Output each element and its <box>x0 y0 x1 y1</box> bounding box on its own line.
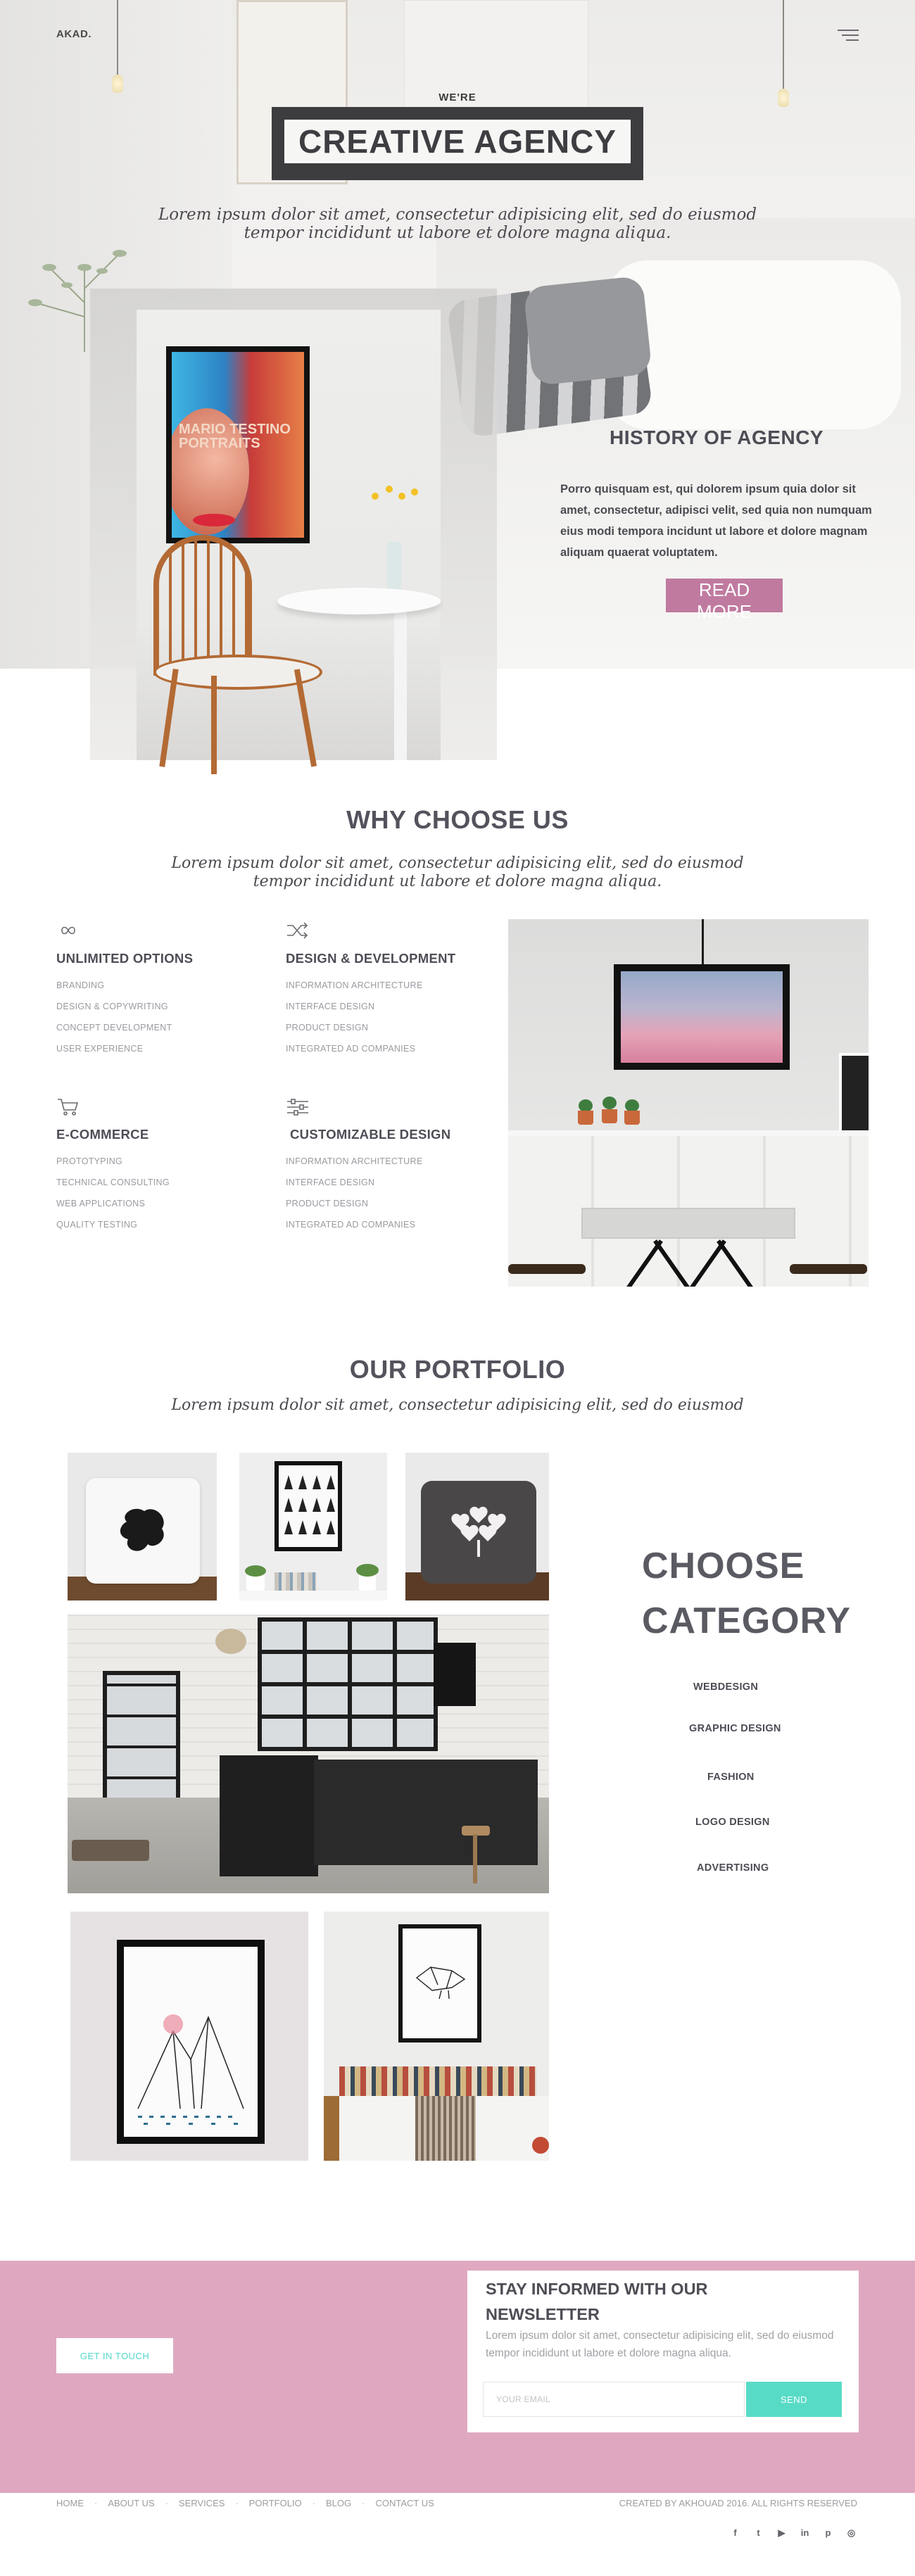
category-heading <box>642 1539 851 1648</box>
feature-item: PROTOTYPING <box>56 1156 123 1166</box>
feature-item: QUALITY TESTING <box>56 1220 138 1230</box>
portfolio-item[interactable] <box>405 1453 549 1600</box>
feature-design-development <box>286 922 455 1059</box>
poster-art <box>172 352 304 538</box>
stool <box>790 1264 867 1274</box>
poster-frame <box>166 346 310 543</box>
flower <box>411 488 418 495</box>
feature-unlimited-options <box>56 923 193 1059</box>
youtube-icon[interactable]: ▶ <box>778 2527 785 2538</box>
lamp-wire <box>117 0 118 77</box>
send-button[interactable]: SEND <box>746 2382 842 2417</box>
footer-link-blog[interactable]: BLOG <box>326 2498 352 2508</box>
feature-item: INTEGRATED AD COMPANIES <box>286 1044 416 1054</box>
category-heading-line: CATEGORY <box>642 1600 851 1641</box>
portfolio-title: OUR PORTFOLIO <box>349 1355 566 1384</box>
potted-plant <box>602 1097 617 1109</box>
plant-pot <box>602 1109 617 1123</box>
category-fashion[interactable]: FASHION <box>707 1772 755 1783</box>
flower <box>398 493 405 500</box>
newsletter-title <box>486 2276 809 2327</box>
hero-pillow <box>523 275 652 386</box>
heart-tree-print <box>446 1502 511 1558</box>
pendant-lamp <box>215 1629 246 1654</box>
records <box>415 2096 476 2161</box>
stool-leg <box>473 1834 477 1883</box>
photo-hanging-wire <box>702 919 704 966</box>
category-advertising[interactable]: ADVERTISING <box>697 1862 769 1874</box>
lamp-wire <box>783 0 784 91</box>
footer-link-about[interactable]: ABOUT US <box>108 2498 155 2508</box>
sliders-icon <box>286 1098 310 1116</box>
portfolio-item[interactable] <box>70 1912 308 2161</box>
category-graphic-design[interactable]: GRAPHIC DESIGN <box>689 1723 781 1734</box>
newsletter-text: Lorem ipsum dolor sit amet, consectetur adipisicing elit, sed do eiusmod tempor incididunt ut labore et dolore magna aliqua. <box>486 2330 834 2359</box>
feature-item: BRANDING <box>56 980 105 990</box>
social-links <box>729 2527 857 2539</box>
feature-title: E-COMMERCE <box>56 1127 149 1142</box>
feature-item: USER EXPERIENCE <box>56 1044 144 1054</box>
footer-nav: HOME · ABOUT US · SERVICES · PORTFOLIO · BLOG · CONTACT US <box>56 2498 434 2508</box>
feature-list <box>56 1151 170 1235</box>
bear-print <box>113 1501 173 1561</box>
shelf-side <box>324 2096 339 2161</box>
kitchen-counter <box>314 1760 538 1865</box>
hero-title-box <box>272 107 643 180</box>
hero-title-frame <box>284 120 631 163</box>
portfolio-item[interactable] <box>324 1912 549 2161</box>
footer-link-home[interactable]: HOME <box>56 2498 84 2508</box>
potted-plant <box>356 1564 379 1577</box>
portfolio-item[interactable] <box>68 1615 549 1893</box>
feature-item: INTEGRATED AD COMPANIES <box>286 1220 416 1230</box>
range-hood <box>434 1643 476 1706</box>
why-choose-us-subtitle <box>141 854 774 891</box>
history-text: Porro quisquam est, qui dolorem ipsum quia dolor sit amet, consectetur, adipisci velit, sed quia non numquam eius modi tempora incidunt ut labore et dolore magnam aliquam quaerat voluptatem. <box>560 483 872 559</box>
hamburger-icon[interactable] <box>838 28 859 42</box>
feature-photo <box>508 919 869 1287</box>
feature-item: WEB APPLICATIONS <box>56 1199 146 1208</box>
poster-text: MARIO TESTINO PORTRAITS <box>179 422 291 451</box>
flower <box>386 486 393 493</box>
mountain-print-frame <box>117 1940 265 2144</box>
hero-pillow <box>605 260 901 429</box>
kitchen-window <box>258 1617 438 1751</box>
books <box>274 1572 317 1591</box>
hero-eyebrow: WE'RE <box>438 91 477 103</box>
facebook-icon[interactable]: f <box>733 2527 737 2538</box>
infinity-icon <box>56 923 80 937</box>
hero-subtitle <box>155 206 760 242</box>
feature-list <box>286 975 455 1059</box>
feature-customizable-design <box>286 1098 450 1235</box>
photo-marble-table <box>581 1208 795 1239</box>
footer-link-contact[interactable]: CONTACT US <box>375 2498 434 2508</box>
newsletter-title-line: STAY INFORMED WITH OUR <box>486 2280 708 2298</box>
instagram-icon[interactable]: ◎ <box>847 2527 856 2538</box>
feature-item: DESIGN & COPYWRITING <box>56 1002 168 1011</box>
portfolio-item[interactable] <box>68 1453 217 1600</box>
chair-leg <box>211 676 217 774</box>
portfolio-subtitle: Lorem ipsum dolor sit amet, consectetur adipisicing elit, sed do eiusmod <box>171 1396 744 1414</box>
newsletter-title-line: NEWSLETTER <box>486 2305 600 2323</box>
feature-e-commerce <box>56 1098 170 1235</box>
photo-framed-art <box>614 964 790 1070</box>
tree-print-frame <box>274 1461 342 1551</box>
email-input[interactable] <box>483 2382 745 2417</box>
bird-print-frame <box>398 1924 481 2043</box>
books-row <box>339 2066 536 2097</box>
feature-item: INTERFACE DESIGN <box>286 1002 375 1011</box>
why-choose-us-title: WHY CHOOSE US <box>346 805 569 834</box>
potted-plant <box>245 1565 266 1577</box>
why-subtitle-line: Lorem ipsum dolor sit amet, consectetur adipisicing elit, sed do eiusmod <box>171 854 744 872</box>
feature-item: PRODUCT DESIGN <box>286 1199 369 1208</box>
portfolio-item[interactable] <box>239 1453 387 1600</box>
read-more-button[interactable]: READ MORE <box>666 579 783 612</box>
photo-shelf <box>508 1130 869 1136</box>
feature-item: TECHNICAL CONSULTING <box>56 1177 170 1187</box>
decor-ball <box>532 2137 549 2154</box>
feature-title: DESIGN & DEVELOPMENT <box>286 951 456 966</box>
plant-pot <box>578 1111 593 1125</box>
cart-icon <box>56 1098 80 1116</box>
feature-item: INFORMATION ARCHITECTURE <box>286 1156 423 1166</box>
pinterest-icon[interactable]: p <box>825 2527 831 2538</box>
hero-subtitle-line: tempor incididunt ut labore et dolore magna aliqua. <box>244 224 671 242</box>
category-logo-design[interactable]: LOGO DESIGN <box>695 1817 770 1828</box>
stool <box>508 1264 586 1274</box>
table-leg <box>394 612 407 760</box>
flower <box>372 493 379 500</box>
shelf <box>239 1591 387 1600</box>
feature-list <box>286 1151 450 1235</box>
daybed <box>72 1840 149 1861</box>
history-title: HISTORY OF AGENCY <box>610 427 824 448</box>
get-in-touch-button[interactable]: GET IN TOUCH <box>56 2338 173 2373</box>
plant-pot <box>624 1111 640 1125</box>
tree-print-art <box>279 1465 338 1547</box>
feature-item: CONCEPT DEVELOPMENT <box>56 1023 172 1033</box>
category-heading-line: CHOOSE <box>642 1546 805 1586</box>
footer-link-services[interactable]: SERVICES <box>178 2498 225 2508</box>
feature-item: INFORMATION ARCHITECTURE <box>286 980 423 990</box>
why-subtitle-line: tempor incididunt ut labore et dolore magna aliqua. <box>253 873 662 890</box>
feature-item: PRODUCT DESIGN <box>286 1023 369 1033</box>
footer-link-portfolio[interactable]: PORTFOLIO <box>248 2498 302 2508</box>
feature-item: INTERFACE DESIGN <box>286 1177 375 1187</box>
round-table <box>277 588 441 614</box>
feature-title: CUSTOMIZABLE DESIGN <box>290 1127 451 1142</box>
mountain-print-art <box>124 1947 258 2137</box>
shuffle-icon <box>286 922 310 939</box>
category-webdesign[interactable]: WEBDESIGN <box>693 1681 759 1693</box>
hero-title: CREATIVE AGENCY <box>298 123 617 160</box>
lamp-bulb <box>112 75 123 93</box>
footer-copyright: CREATED BY AKHOUAD 2016. ALL RIGHTS RESERVED <box>619 2498 857 2508</box>
site-logo[interactable]: AKAD. <box>56 28 92 40</box>
linkedin-icon[interactable]: in <box>800 2527 809 2538</box>
bird-print-art <box>403 1928 477 2038</box>
feature-list <box>56 975 193 1059</box>
twitter-icon[interactable]: t <box>757 2527 760 2538</box>
feature-title: UNLIMITED OPTIONS <box>56 951 194 966</box>
kitchen-island <box>220 1755 318 1876</box>
photo-small-frame <box>839 1053 869 1136</box>
hero-subtitle-line: Lorem ipsum dolor sit amet, consectetur adipisicing elit, sed do eiusmod <box>158 206 757 224</box>
kitchen-door <box>103 1671 180 1812</box>
